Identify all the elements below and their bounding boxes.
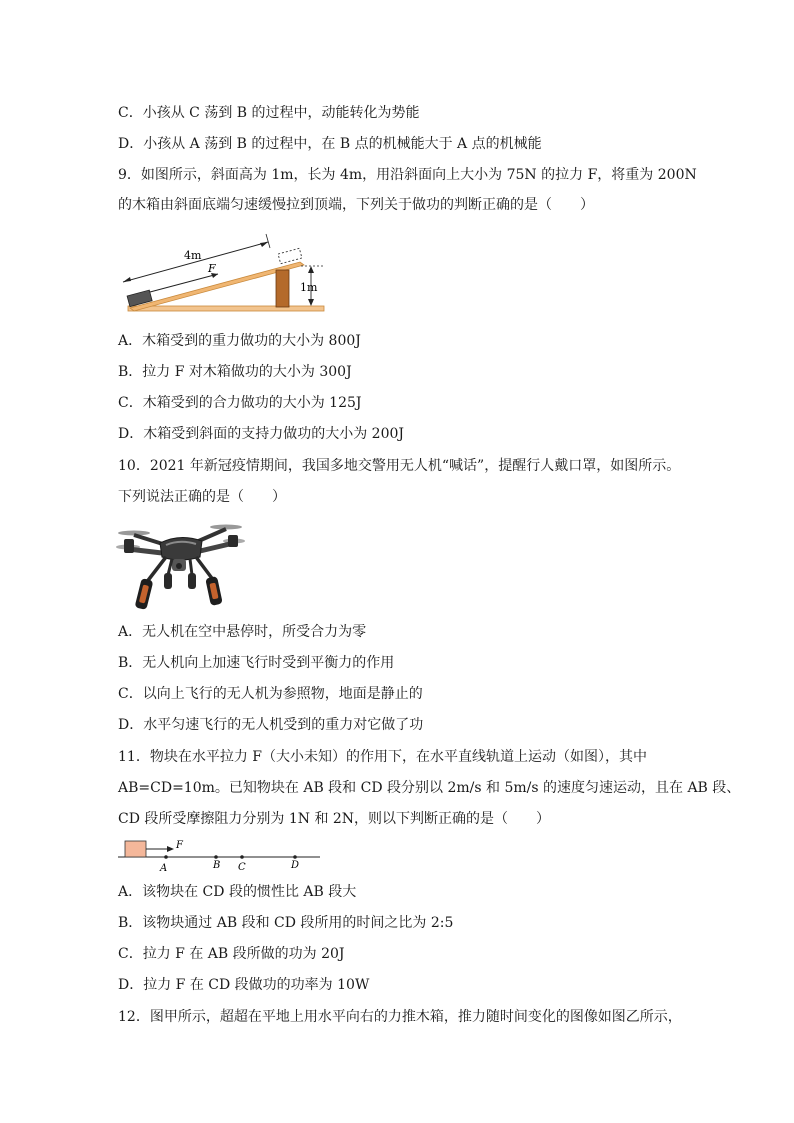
point-c-dot xyxy=(240,855,244,859)
track-figure xyxy=(118,836,324,876)
point-a-label: A xyxy=(160,863,168,874)
height-arrowhead-down-icon xyxy=(308,299,314,306)
incline-figure xyxy=(118,228,328,320)
point-b-dot xyxy=(214,855,218,859)
height-label: 1m xyxy=(300,281,318,294)
q10-option-b: B．无人机向上加速飞行时受到平衡力的作用 xyxy=(118,655,395,671)
length-label: 4m xyxy=(184,249,202,262)
force-label: F xyxy=(176,840,183,851)
q11-option-d: D．拉力 F 在 CD 段做功的功率为 10W xyxy=(118,977,370,993)
q10-option-a: A．无人机在空中悬停时，所受合力为零 xyxy=(118,624,367,640)
q9-option-c: C．木箱受到的合力做功的大小为 125J xyxy=(118,395,362,411)
q11-stem-line3: CD 段所受摩擦阻力分别为 1N 和 2N，则以下判断正确的是（ ） xyxy=(118,811,551,827)
q9-stem-line2: 的木箱由斜面底端匀速缓慢拉到顶端，下列关于做功的判断正确的是（ ） xyxy=(118,197,594,213)
q10-stem-line1: 10．2021 年新冠疫情期间，我国多地交警用无人机“喊话”，提醒行人戴口罩，如图所示。 xyxy=(118,458,681,474)
q8-option-c: C．小孩从 C 荡到 B 的过程中，动能转化为势能 xyxy=(118,105,420,121)
q9-option-d: D．木箱受到斜面的支持力做功的大小为 200J xyxy=(118,426,405,442)
rotor-blade xyxy=(118,531,150,536)
length-tick xyxy=(266,234,270,248)
point-d-label: D xyxy=(291,860,300,871)
box-final-position xyxy=(278,248,302,263)
q9-stem-line1: 9．如图所示，斜面高为 1m，长为 4m，用沿斜面向上大小为 75N 的拉力 F，将重为 200N xyxy=(118,167,697,183)
landing-leg xyxy=(190,559,192,575)
length-arrowhead-left-icon xyxy=(123,277,131,282)
q9-option-b: B．拉力 F 对木箱做功的大小为 300J xyxy=(118,364,352,380)
landing-foot xyxy=(188,573,196,589)
point-c-label: C xyxy=(238,862,246,873)
q11-option-b: B．该物块通过 AB 段和 CD 段所用的时间之比为 2:5 xyxy=(118,915,454,931)
landing-foot xyxy=(164,573,172,589)
force-arrowhead-icon xyxy=(167,846,174,852)
length-arrowhead-right-icon xyxy=(260,242,268,247)
rotor-blade xyxy=(210,525,242,530)
block xyxy=(125,841,146,857)
force-label: F xyxy=(208,262,216,275)
q8-option-d: D．小孩从 A 荡到 B 的过程中，在 B 点的机械能大于 A 点的机械能 xyxy=(118,136,542,152)
length-dimension-line xyxy=(123,242,268,282)
point-d-dot xyxy=(293,855,297,859)
drone-camera-lens xyxy=(176,563,182,569)
q12-stem-line1: 12．图甲所示，超超在平地上用水平向右的力推木箱，推力随时间变化的图像如图乙所示， xyxy=(118,1009,682,1025)
support-block xyxy=(276,270,289,307)
q10-stem-line2: 下列说法正确的是（ ） xyxy=(118,489,286,505)
q11-stem-line1: 11．物块在水平拉力 F（大小未知）的作用下，在水平直线轨道上运动（如图），其中 xyxy=(118,749,647,765)
q11-option-c: C．拉力 F 在 AB 段所做的功为 20J xyxy=(118,946,345,962)
drone-motor xyxy=(228,535,238,547)
q10-option-d: D．水平匀速飞行的无人机受到的重力对它做了功 xyxy=(118,717,424,733)
incline-base xyxy=(128,306,324,311)
point-b-label: B xyxy=(213,860,221,871)
q10-option-c: C．以向上飞行的无人机为参照物，地面是静止的 xyxy=(118,686,423,702)
landing-leg xyxy=(146,557,166,583)
q11-stem-line2: AB=CD=10m。已知物块在 AB 段和 CD 段分别以 2m/s 和 5m/s 的速度匀速运动，且在 AB 段、 xyxy=(118,780,741,796)
point-a-dot xyxy=(164,855,168,859)
q11-option-a: A．该物块在 CD 段的惯性比 AB 段大 xyxy=(118,884,357,900)
q9-option-a: A．木箱受到的重力做功的大小为 800J xyxy=(118,333,361,349)
drone-motor xyxy=(124,539,134,553)
height-arrowhead-up-icon xyxy=(308,266,314,273)
drone-image xyxy=(116,515,246,615)
landing-leg xyxy=(168,559,172,575)
